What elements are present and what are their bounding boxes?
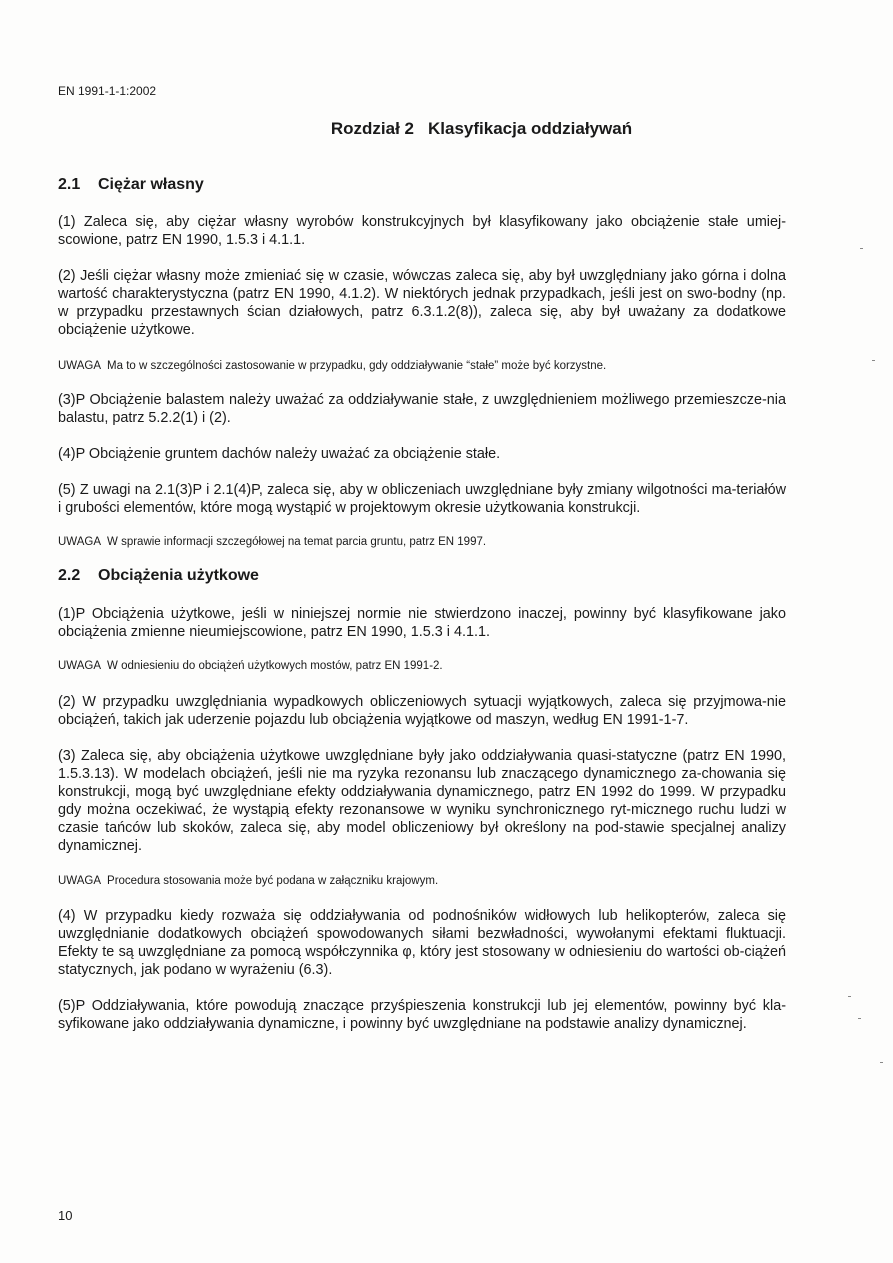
note (58, 874, 786, 888)
scan-speck (872, 360, 875, 361)
paragraph-2-1-3P: (3)P Obciążenie balastem należy uważać za oddziaływanie stałe, z uwzględnieniem możliwego przemieszcze-nia balastu, patrz 5.2.2(1) i (2). (58, 392, 786, 426)
note-text: W odniesieniu do obciążeń użytkowych mostów, patrz EN 1991-2. (107, 660, 443, 672)
paragraph-2-1-4P: (4)P Obciążenie gruntem dachów należy uważać za obciążenie stałe. (58, 446, 501, 462)
scan-speck (858, 1018, 861, 1019)
note-label: UWAGA (58, 536, 102, 548)
scan-speck (860, 248, 863, 249)
section-title: Obciążenia użytkowe (98, 567, 259, 584)
section-heading-2-2 (58, 567, 259, 585)
section-heading-2-1 (58, 176, 204, 194)
paragraph-2-1-2: (2) Jeśli ciężar własny może zmieniać się w czasie, wówczas zaleca się, aby był uwzględniany jako górna i dolna wartość charakterystyczna (patrz EN 1990, 4.1.2). W niektórych jednak przypadkach, jeśli jest on swo-bodny (np. w przypadku przestawnych ścian działowych, patrz 6.3.1.2(8)), zaleca się, aby był uważany za dodatkowe obciążenie użytkowe. (58, 268, 786, 338)
note-label: UWAGA (58, 875, 102, 887)
chapter-title-text: Klasyfikacja oddziaływań (428, 119, 633, 138)
scan-speck (880, 1062, 883, 1063)
scan-speck (848, 996, 851, 997)
paragraph-2-1-5: (5) Z uwagi na 2.1(3)P i 2.1(4)P, zaleca się, aby w obliczeniach uwzględniane były zmiany wilgotności ma-teriałów i grubości elementów, które mogą wystąpić w projektowym okresie użytkowania konstrukcji. (58, 482, 786, 516)
note-text: Ma to w szczególności zastosowanie w przypadku, gdy oddziaływanie “stałe” może być korzystne. (107, 360, 607, 372)
section-number: 2.2 (58, 567, 81, 584)
section-title: Ciężar własny (98, 176, 204, 193)
chapter-title (0, 119, 893, 139)
paragraph-2-2-4: (4) W przypadku kiedy rozważa się oddziaływania od podnośników widłowych lub helikopterów, zaleca się uwzględnianie dodatkowych obciążeń spowodowanych siłami bezwładności, wywołanymi efektami fluktuacji. Efekty te są uwzględniane za pomocą współczynnika φ, który jest stosowany w odniesieniu do wartości ob-ciążeń statycznych, jak podano w wyrażeniu (6.3). (58, 908, 786, 978)
document-code: EN 1991-1-1:2002 (58, 84, 157, 98)
note-label: UWAGA (58, 360, 102, 372)
note (58, 359, 786, 373)
page-number: 10 (58, 1208, 73, 1223)
chapter-number: Rozdział 2 (330, 119, 415, 138)
paragraph-2-2-5P: (5)P Oddziaływania, które powodują znaczące przyśpieszenia konstrukcji lub jej elementów, powinny być kla-syfikowane jako oddziaływania dynamiczne, i powinny być uwzględniane na podstawie analizy dynamicznej. (58, 998, 786, 1032)
paragraph-2-2-1P: (1)P Obciążenia użytkowe, jeśli w niniejszej normie nie stwierdzono inaczej, powinny być klasyfikowane jako obciążenia zmienne nieumiejscowione, patrz EN 1990, 1.5.3 i 4.1.1. (58, 606, 786, 640)
note-text: W sprawie informacji szczegółowej na temat parcia gruntu, patrz EN 1997. (107, 536, 487, 548)
note-label: UWAGA (58, 660, 102, 672)
note (58, 535, 786, 549)
paragraph-2-2-2: (2) W przypadku uwzględniania wypadkowych obliczeniowych sytuacji wyjątkowych, zaleca się przyjmowa-nie obciążeń, takich jak uderzenie pojazdu lub obciążenia wyjątkowe od maszyn, według EN 1991-1-7. (58, 694, 786, 728)
note-text: Procedura stosowania może być podana w załączniku krajowym. (107, 875, 439, 887)
paragraph-2-2-3: (3) Zaleca się, aby obciążenia użytkowe uwzględniane były jako oddziaływania quasi-statyczne (patrz EN 1990, 1.5.3.13). W modelach obciążeń, jeśli nie ma ryzyka rezonansu lub znaczącego dynamicznego za-chowania się konstrukcji, mogą być uwzględniane efekty oddziaływania dynamicznego, patrz EN 1992 do 1999. W przypadku gdy można oczekiwać, że wystąpią efekty rezonansowe w wyniku synchronicznego ryt-micznego ruchu ludzi w czasie tańców lub skoków, zaleca się, aby model obliczeniowy był określony na pod-stawie specjalnej analizy dynamicznej. (58, 748, 786, 854)
note (58, 659, 786, 673)
paragraph-2-1-1: (1) Zaleca się, aby ciężar własny wyrobów konstrukcyjnych był klasyfikowany jako obciążenie stałe umiej-scowione, patrz EN 1990, 1.5.3 i 4.1.1. (58, 214, 786, 248)
section-number: 2.1 (58, 176, 81, 193)
